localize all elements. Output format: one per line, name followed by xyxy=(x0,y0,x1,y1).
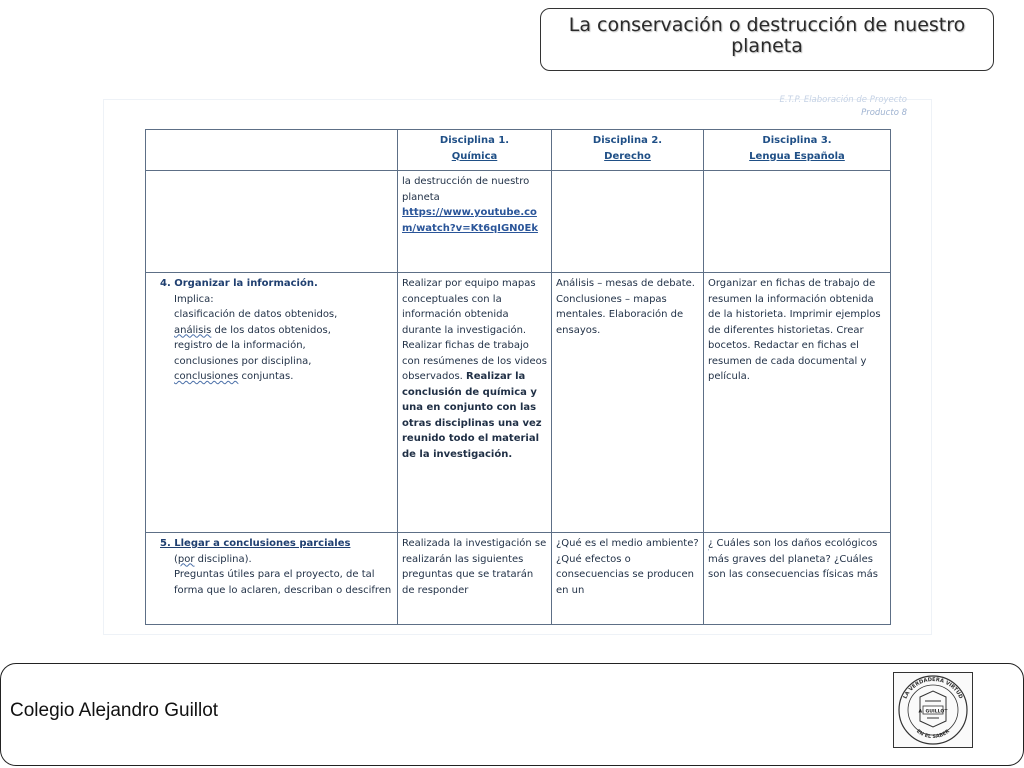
step5-cell: 5. Llegar a conclusiones parciales (por disciplina). Preguntas útiles para el proyecto, de tal forma que lo aclaren, describan o descifren xyxy=(146,533,398,625)
column-header-lengua: Disciplina 3. Lengua Española xyxy=(704,130,891,171)
slide-title: La conservación o destrucción de nuestro planeta xyxy=(540,8,994,71)
step5-derecho-cell: ¿Qué es el medio ambiente? ¿Qué efectos o consecuencias se producen en un xyxy=(552,533,704,625)
step5-quimica-cell: Realizada la investigación se realizarán las siguientes preguntas que se tratarán de responder xyxy=(398,533,552,625)
logo-center-text: A. GUILLOT xyxy=(918,709,948,715)
table-header-empty xyxy=(146,130,398,171)
step4-quimica-cell: Realizar por equipo mapas conceptuales con la información obtenida durante la investigación. Realizar fichas de trabajo con resúmenes de los videos observados. Realizar la conclusión de química y una en conjunto con las otras disciplinas una vez reunido todo el material de la investigación. xyxy=(398,273,552,533)
svg-text:EN EL SABER xyxy=(915,728,951,740)
table-header-row xyxy=(146,130,891,171)
table-row-step4 xyxy=(146,273,891,533)
youtube-link[interactable]: https://www.youtube.com/watch?v=Kt6qIGN0Ek xyxy=(402,207,538,234)
school-seal-icon xyxy=(894,673,972,747)
document-image xyxy=(104,95,931,634)
project-table xyxy=(145,129,891,625)
document-header-line1: E.T.P. Elaboración de Proyecto xyxy=(779,95,907,105)
logo-top-text: LA VERDADERA VIRTUD xyxy=(902,676,964,700)
school-name: Colegio Alejandro Guillot xyxy=(10,700,219,721)
school-logo xyxy=(893,672,973,748)
table-row-step5 xyxy=(146,533,891,625)
document-header xyxy=(780,94,908,120)
video-cell: la destrucción de nuestro planeta https://www.youtube.com/watch?v=Kt6qIGN0Ek xyxy=(398,171,552,273)
step4-lengua-cell: Organizar en fichas de trabajo de resumen la información obtenida de la historieta. Imprimir ejemplos de diferentes historietas. Crear bocetos. Redactar en fichas el resumen de cada documental y película. xyxy=(704,273,891,533)
logo-bottom-text: EN EL SABER xyxy=(915,728,951,741)
step5-lengua-cell: ¿ Cuáles son los daños ecológicos más graves del planeta? ¿Cuáles son las consecuencias físicas más xyxy=(704,533,891,625)
step4-cell: 4. Organizar la información. Implica: clasificación de datos obtenidos, análisis de los datos obtenidos, registro de la información, conclusiones por disciplina, conclusiones conjuntas. xyxy=(146,273,398,533)
table-row-video xyxy=(146,171,891,273)
column-header-derecho: Disciplina 2. Derecho xyxy=(552,130,704,171)
column-header-quimica: Disciplina 1. Química xyxy=(398,130,552,171)
document-header-line2: Producto 8 xyxy=(861,108,907,118)
step4-derecho-cell: Análisis – mesas de debate. Conclusiones – mapas mentales. Elaboración de ensayos. xyxy=(552,273,704,533)
step4-details: Implica: clasificación de datos obtenidos, análisis de los datos obtenidos, registro de la información, conclusiones por disciplina, conclusiones conjuntas. xyxy=(174,293,338,382)
